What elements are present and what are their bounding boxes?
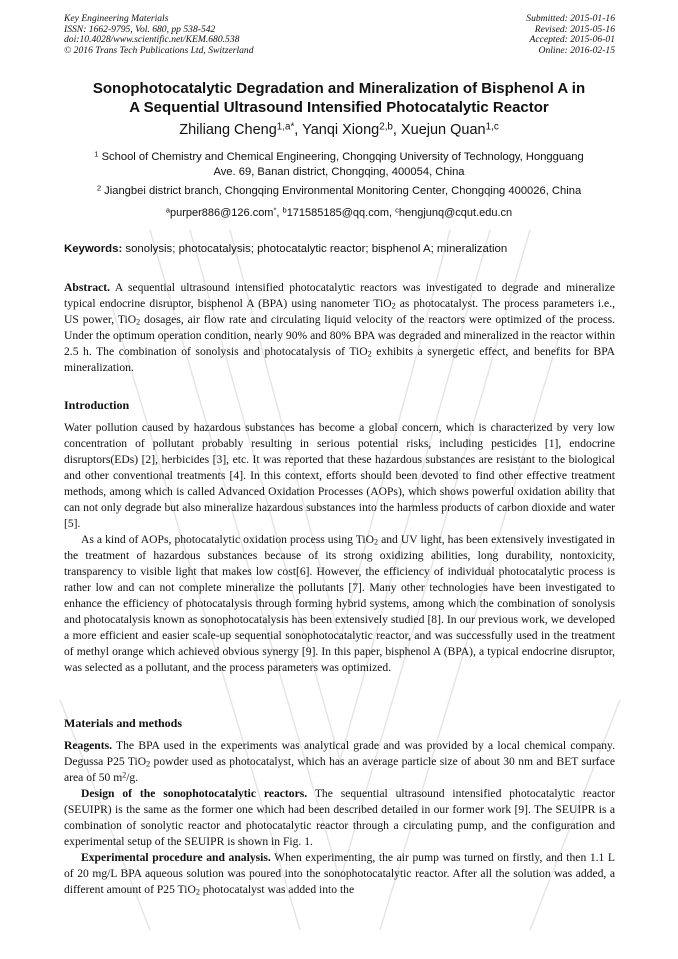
title-line-2: A Sequential Ultrasound Intensified Photocatalytic Reactor <box>129 98 549 116</box>
affiliation-1: $^1$ School of Chemistry and Chemical Engineering, Chongqing University of Technology, Hongguang Ave. 69, Banan district, Chongqing, 400054, China <box>94 149 584 178</box>
author-emails <box>60 206 618 221</box>
email-c[interactable]: $^c$hengjunq@cqut.edu.cn <box>395 205 513 219</box>
affiliation-2: $^2$ Jiangbei district branch, Chongqing Environmental Monitoring Center, Chongqing 400026, China <box>96 183 582 197</box>
intro-paragraph-1: Water pollution caused by hazardous substances has become a global concern, which is characterized by very low concentration of pollutant probably resulting in serious potential risks, including pesticides [1], endocrine disruptors(EDs) [2], herbicides [3], etc. It was reported that these hazardous substances are resistant to the biological and other conventional treatments [4]. In this context, efforts should been devoted to find other effective treatment methods, among which is called Advanced Oxidation Processes (AOPs), which shows powerful oxidation ability that can not only degrade but also mineralize hazardous substances into the harmless products of carbon dioxide and water [5]. <box>64 421 615 530</box>
reagents-paragraph: Reagents. The BPA used in the experiments was analytical grade and was provided by a local chemical company. Degussa P25 TiO$_2$ powder used as photocatalyst, which has an average particle size of about 30 nm and BET surface area of 50 $m^2/g$. <box>64 739 615 784</box>
abstract-label: Abstract. <box>64 281 111 294</box>
date-submitted: Submitted: 2015-01-16 <box>526 13 615 24</box>
keywords-text: sonolysis; photocatalysis; photocatalytic reactor; bisphenol A; mineralization <box>125 243 508 255</box>
date-revised: Revised: 2015-05-16 <box>534 23 615 35</box>
section-heading-methods: Materials and methods <box>64 716 182 730</box>
paper-title <box>60 80 618 117</box>
author: Yanqi Xiong$^{2,b}$, <box>302 121 401 138</box>
journal-copyright: © 2016 Trans Tech Publications Ltd, Switzerland <box>64 44 254 56</box>
intro-paragraph-2: As a kind of AOPs, photocatalytic oxidation process using TiO$_2$ and UV light, has been extensively investigated in the treatment of hazardous substances because of its strong oxidizing abilities, long durability, nontoxicity, transparency to visible light that makes low cost[6]. However, the efficiency of individual photocatalytic process is rather low and can not complete mineralize the pollutants [7]. Many other technologies have been investigated to enhance the efficiency of photocatalysis through forming hybrid systems, among which the combination of sonolysis and photocatalysis known as sonophotocatalysis has been extensively studied [8]. In our previous work, we developed a more efficient and easier scale-up sequential sonophotocatalytic reactor, and was successfully used in the treatment of methyl orange which achieved obvious synergy [9]. In this paper, bisphenol A (BPA), a typical endocrine disruptor, was selected as a pollutant, and the process parameters was optimized. <box>64 533 615 674</box>
journal-doi[interactable]: doi:10.4028/www.scientific.net/KEM.680.538 <box>64 34 240 46</box>
author: Xuejun Quan$^{1,c}$ <box>400 121 499 138</box>
journal-header-right <box>395 14 615 56</box>
introduction-body <box>64 420 615 676</box>
section-heading-introduction: Introduction <box>64 398 130 412</box>
keywords-label: Keywords: <box>64 243 123 255</box>
abstract: Abstract. A sequential ultrasound intensified photocatalytic reactors was investigated to degrade and mineralize typical endocrine disruptor, bisphenol A (BPA) using nanometer TiO$_2$ as photocatalyst. The process parameters i.e., US power, TiO$_2$ dosages, air flow rate and circulating liquid velocity of the reactors were optimized of the process. Under the optimum operation condition, nearly 90% and 80% BPA was degraded and mineralized in the reactor within 2.5 h. The combination of sonolysis and photocatalysis of TiO$_2$ exhibits a synergetic effect, and benefits for BPA mineralization. <box>64 281 616 374</box>
email-b[interactable]: $^b$171585185@qq.com, <box>282 205 396 219</box>
author-list <box>60 121 618 139</box>
methods-body <box>64 738 615 898</box>
date-accepted: Accepted: 2015-06-01 <box>529 34 615 46</box>
procedure-paragraph: Experimental procedure and analysis. When experimenting, the air pump was turned on firstly, and then 1.1 L of 20 mg/L BPA aqueous solution was poured into the sonophotocatalytic reactor. After all the solution was added, a different amount of P25 TiO$_2$ photocatalyst was added into the <box>64 851 616 897</box>
journal-name: Key Engineering Materials <box>64 13 169 24</box>
title-line-1: Sonophotocatalytic Degradation and Mineralization of Bisphenol A in <box>92 80 586 97</box>
design-paragraph: Design of the sonophotocatalytic reactors. The sequential ultrasound intensified photocatalytic reactor (SEUIPR) is the same as the former one which had been described detailed in our former work [9]. The SEUIPR is a combination of sonolytic reactor and photocatalytic reactor through a circulating pump, and the configuration and experimental setup of the SEUIPR is shown in Fig. 1. <box>64 787 615 848</box>
date-online: Online: 2016-02-15 <box>538 44 615 56</box>
keywords-line <box>64 242 616 257</box>
author: Zhiliang Cheng$^{1,a*}$, <box>179 121 303 138</box>
journal-issn: ISSN: 1662-9795, Vol. 680, pp 538-542 <box>64 23 216 35</box>
email-a[interactable]: $^a$purper886@126.com*, <box>165 205 283 219</box>
journal-header-left <box>64 14 364 56</box>
